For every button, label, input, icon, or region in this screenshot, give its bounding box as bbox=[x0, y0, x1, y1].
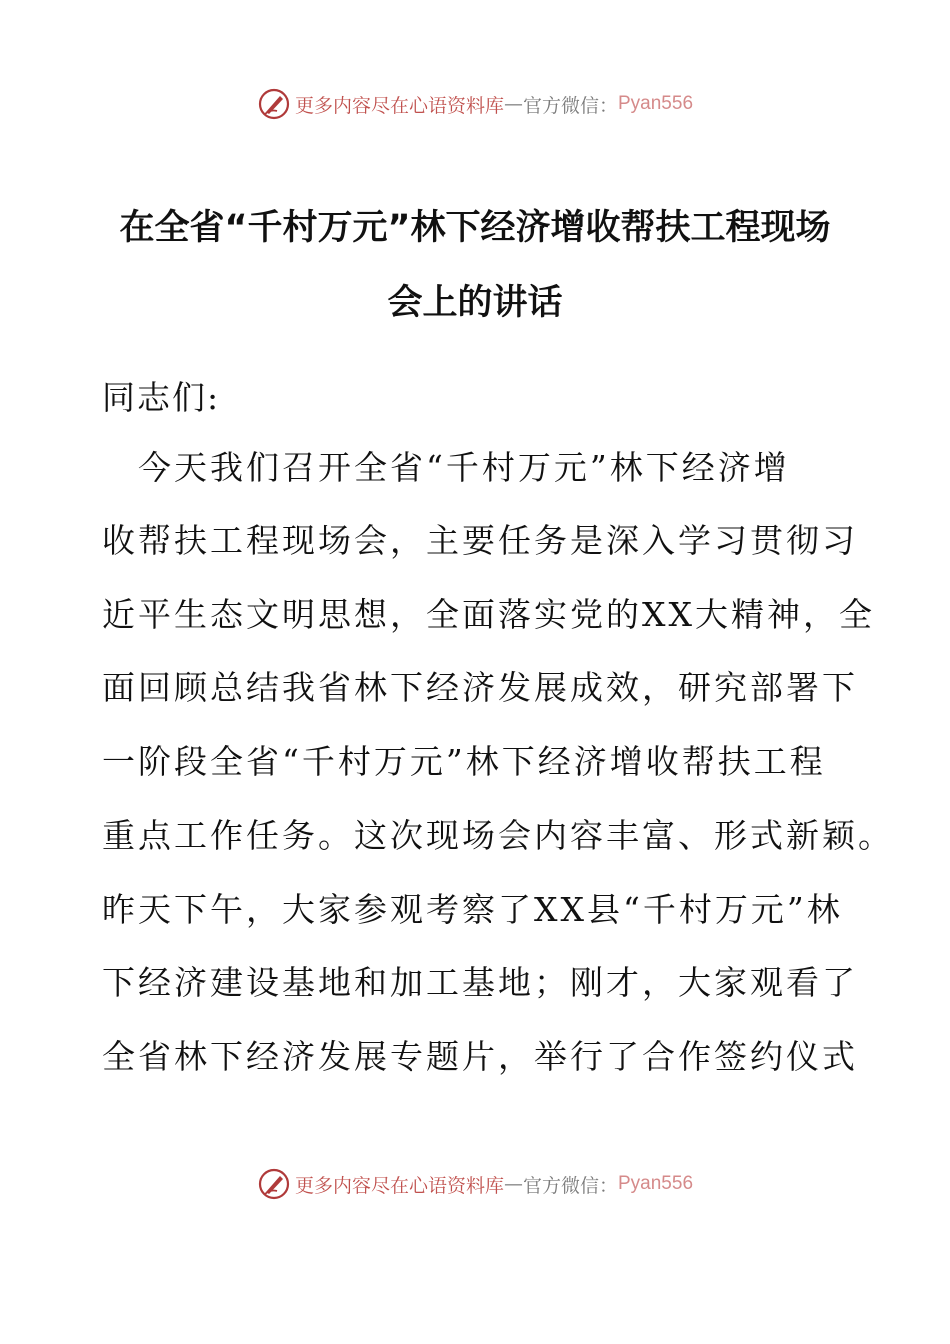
watermark-official-label: 官方微信： bbox=[522, 1174, 618, 1197]
watermark-wechat-id: Pyan556 bbox=[618, 1173, 694, 1194]
body-line: 下经济建设基地和加工基地；刚才，大家观看了 bbox=[102, 963, 858, 1002]
header-watermark bbox=[0, 84, 950, 124]
body-line: 近平生态文明思想，全面落实党的XX大精神，全 bbox=[102, 595, 875, 634]
document-title-line-2: 会上的讲话 bbox=[387, 283, 563, 323]
body-line: 今天我们召开全省“千村万元”林下经济增 bbox=[102, 448, 790, 487]
document-title-line-1: 在全省“千村万元”林下经济增收帮扶工程现场 bbox=[119, 208, 831, 248]
body-line: 重点工作任务。这次现场会内容丰富、形式新颖。 bbox=[102, 816, 894, 855]
body-line: 昨天下午，大家参观考察了XX县“千村万元”林 bbox=[102, 890, 843, 929]
pen-logo-icon bbox=[257, 1167, 291, 1201]
watermark-official-label: 官方微信： bbox=[522, 94, 618, 117]
watermark-text: 更多内容尽在心语资料库 bbox=[294, 1174, 504, 1197]
watermark-wechat-id: Pyan556 bbox=[618, 93, 694, 114]
body-line: 收帮扶工程现场会，主要任务是深入学习贯彻习 bbox=[102, 521, 858, 560]
watermark-separator: — bbox=[503, 93, 523, 115]
body-line: 面回顾总结我省林下经济发展成效，研究部署下 bbox=[102, 668, 858, 707]
salutation: 同志们: bbox=[102, 378, 221, 417]
watermark-separator: — bbox=[503, 1173, 523, 1195]
watermark-text: 更多内容尽在心语资料库 bbox=[294, 94, 504, 117]
pen-logo-icon bbox=[257, 87, 291, 121]
footer-watermark bbox=[0, 1164, 950, 1204]
body-line: 一阶段全省“千村万元”林下经济增收帮扶工程 bbox=[102, 742, 826, 781]
body-line: 全省林下经济发展专题片，举行了合作签约仪式 bbox=[102, 1037, 858, 1076]
